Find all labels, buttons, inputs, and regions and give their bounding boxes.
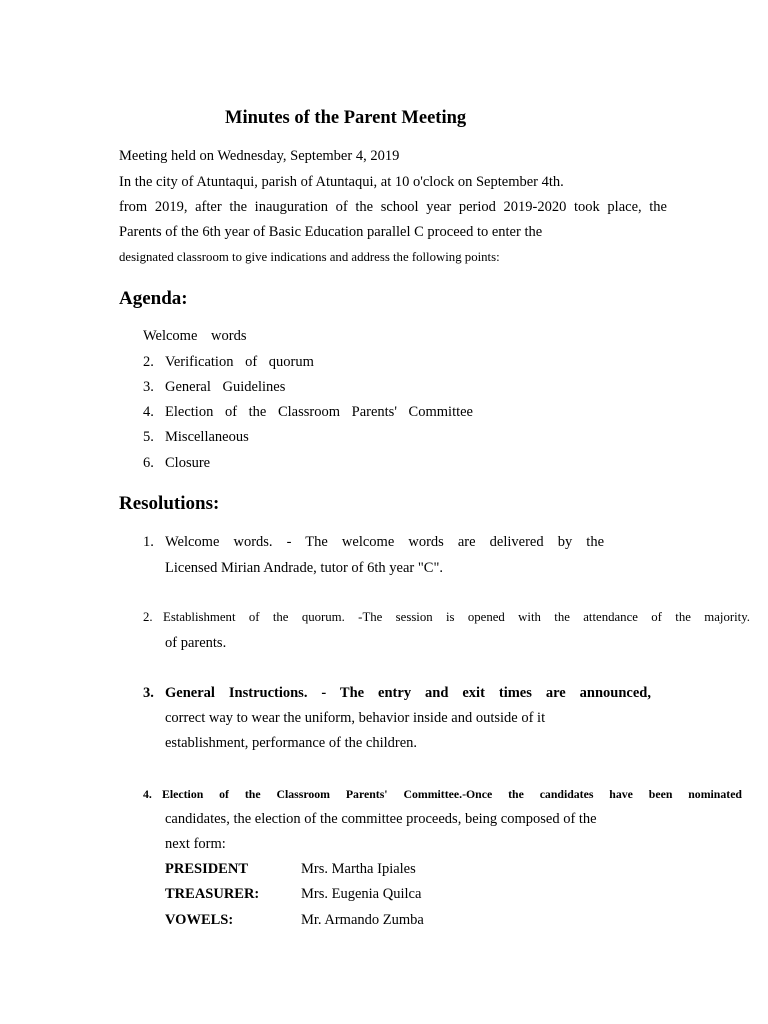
resolution-line: of parents. (165, 635, 227, 651)
resolution-line: General Instructions. - The entry and exit times are announced, (165, 685, 651, 701)
resolution-line: establishment, performance of the children. (165, 735, 418, 751)
committee-member-name: Mrs. Eugenia Quilca (301, 886, 422, 902)
page-title: Minutes of the Parent Meeting (225, 108, 467, 128)
intro-line: In the city of Atuntaqui, parish of Atuntaqui, at 10 o'clock on September 4th. (119, 174, 564, 190)
committee-role: VOWELS: (165, 912, 234, 928)
resolution-number: 3. (143, 685, 154, 701)
resolution-line: next form: (165, 836, 226, 852)
agenda-item-number: 4. (143, 404, 154, 420)
resolution-number: 1. (143, 534, 154, 550)
agenda-heading: Agenda: (119, 288, 188, 309)
resolution-line: correct way to wear the uniform, behavior inside and outside of it (165, 710, 546, 726)
intro-line: from 2019, after the inauguration of the school year period 2019-2020 took place, the (119, 199, 667, 215)
resolution-number: 2. (143, 610, 153, 624)
committee-role: TREASURER: (165, 886, 260, 902)
agenda-item-number: 3. (143, 379, 154, 395)
committee-member-name: Mr. Armando Zumba (301, 912, 424, 928)
resolution-line: candidates, the election of the committee proceeds, being composed of the (165, 811, 597, 827)
agenda-item-text: Miscellaneous (165, 429, 249, 445)
agenda-item-number: 2. (143, 354, 154, 370)
agenda-item-text: Closure (165, 455, 211, 471)
intro-line: Meeting held on Wednesday, September 4, 2019 (119, 148, 400, 164)
resolution-line: Licensed Mirian Andrade, tutor of 6th year "C". (165, 560, 443, 576)
intro-line: designated classroom to give indications and address the following points: (119, 250, 500, 264)
committee-member-name: Mrs. Martha Ipiales (301, 861, 416, 877)
agenda-item-text: Verification of quorum (165, 354, 314, 370)
resolution-line: Establishment of the quorum. -The session is opened with the attendance of the majority. (163, 610, 750, 624)
resolution-number: 4. (143, 787, 152, 801)
resolutions-heading: Resolutions: (119, 493, 220, 514)
agenda-item-number: 6. (143, 455, 154, 471)
agenda-item-text: Welcome words (143, 328, 247, 344)
agenda-item-text: General Guidelines (165, 379, 286, 395)
resolution-line: Election of the Classroom Parents' Committee.-Once the candidates have been nominated (162, 787, 742, 801)
committee-role: PRESIDENT (165, 861, 248, 877)
intro-line: Parents of the 6th year of Basic Education parallel C proceed to enter the (119, 224, 543, 240)
agenda-item-text: Election of the Classroom Parents' Committee (165, 404, 473, 420)
agenda-item-number: 5. (143, 429, 154, 445)
resolution-line: Welcome words. - The welcome words are delivered by the (165, 534, 604, 550)
